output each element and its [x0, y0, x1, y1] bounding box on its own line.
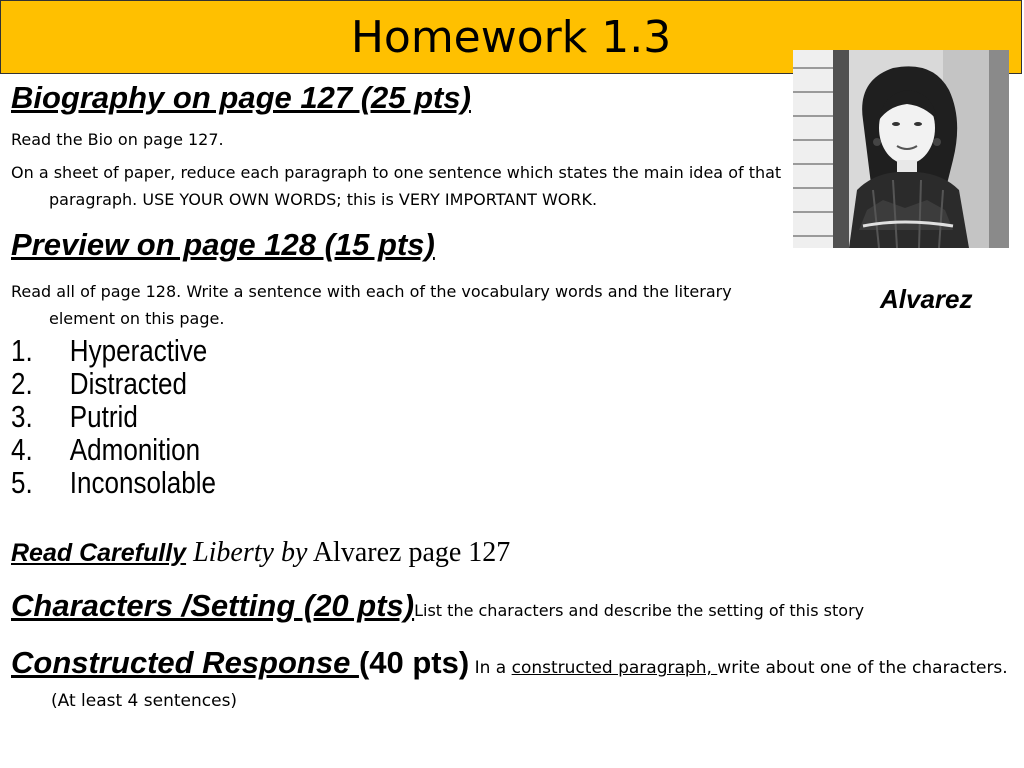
vocabulary-list: [11, 334, 216, 499]
story-page: Alvarez page 127: [307, 537, 511, 568]
constructed-pre: In a: [469, 658, 512, 678]
characters-heading: Characters /Setting (20 pts): [11, 588, 415, 623]
biography-line-2: On a sheet of paper, reduce each paragraph to one sentence which states the main idea of that paragraph. USE YOUR OWN WORDS; this is VERY IMPORTANT WORK.: [11, 163, 782, 209]
preview-heading: Preview on page 128 (15 pts): [11, 227, 435, 262]
biography-line-1: Read the Bio on page 127.: [11, 130, 224, 149]
photo-caption: Alvarez: [880, 284, 973, 314]
constructed-instructions: write about one of the characters. (At least 4 sentences): [51, 658, 1008, 711]
vocabulary-item: 1. Hyperactive: [11, 333, 208, 368]
preview-instructions: Read all of page 128. Write a sentence with each of the vocabulary words and the literary element on this page.: [11, 282, 732, 328]
slide-title: Homework 1.3: [350, 12, 672, 63]
vocabulary-item: 4. Admonition: [11, 432, 201, 467]
characters-line: [11, 588, 864, 624]
vocabulary-item: 5. Inconsolable: [11, 465, 217, 500]
constructed-heading: Constructed Response: [11, 645, 359, 680]
read-carefully-label: Read Carefully: [11, 539, 187, 567]
characters-instructions: List the characters and describe the setting of this story: [414, 601, 865, 620]
constructed-response: [11, 646, 1011, 718]
story-title: Liberty by: [186, 537, 308, 568]
vocabulary-item: 3. Putrid: [11, 399, 138, 434]
vocabulary-item: 2. Distracted: [11, 366, 188, 401]
constructed-paragraph-term: constructed paragraph,: [511, 658, 718, 678]
biography-heading: Biography on page 127 (25 pts): [11, 80, 471, 115]
constructed-points: (40 pts): [358, 645, 470, 680]
read-carefully-line: [11, 537, 510, 569]
author-photo: [793, 50, 1009, 248]
